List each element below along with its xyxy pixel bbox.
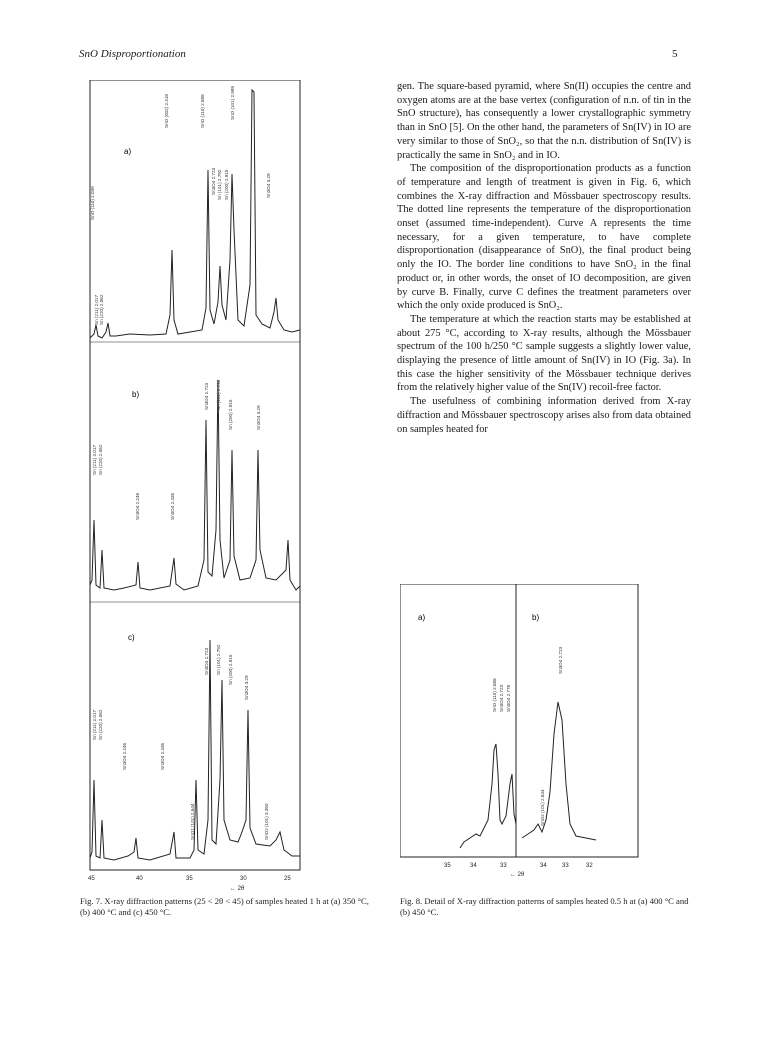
paragraph-1: gen. The square-based pyramid, where Sn(II) occupies the centre and oxygen atoms are at the base vertex (configuration of n.n. of tin in the SnO structure), has consequently a lower crystallographic symmetry than in SnO [5]. On the other hand, the parameters of Sn(IV) in IO are very similar to those of SnO₂, so that the n.n. distribution of Sn(IV) is practically the same in SnO₂ and in IO. [397, 81, 691, 161]
fig7-tick-40: 40 [136, 876, 143, 882]
svg-text:SnO (110) 2.688: SnO (110) 2.688 [492, 678, 497, 712]
fig8-tick-a-34: 34 [470, 863, 477, 869]
svg-text:Sn (211) 2.017: Sn (211) 2.017 [94, 294, 99, 325]
fig8-tick-b-32: 32 [586, 863, 593, 869]
svg-text:Sn3O4 3.29: Sn3O4 3.29 [256, 405, 261, 430]
svg-text:SnO (101) 2.989: SnO (101) 2.989 [230, 86, 235, 120]
svg-text:Sn3O4 2.435: Sn3O4 2.435 [160, 742, 165, 770]
page-number: 5 [672, 48, 678, 60]
fig8-trace-b [522, 702, 596, 840]
svg-text:Sn3O4 2.778: Sn3O4 2.778 [506, 684, 511, 712]
fig8-panel-label-b: b) [532, 613, 540, 622]
fig7-trace-a [90, 90, 300, 338]
paragraph-4: The usefulness of combining information derived from X-ray diffraction and Mössbauer spectroscopy arises also from data obtained on samples heated for [397, 396, 691, 435]
svg-text:Sn (220) 2.062: Sn (220) 2.062 [98, 444, 103, 475]
svg-text:Sn (200) 2.915: Sn (200) 2.915 [228, 654, 233, 685]
fig7-tick-25: 25 [284, 876, 291, 882]
paragraph-3: The temperature at which the reaction starts may be established at about 275 °C, according to X-ray results, although the Mössbauer spectrum of the 100 h/250 °C sample suggests a slightly lower value, displaying the presence of little amount of Sn(IV) in IO (Fig. 3a). In this case the higher sensitivity of the Mössbauer technique derives from the relatively higher value of the Sn(IV) recoil-free factor. [397, 313, 691, 394]
svg-text:SnO (110) 2.039: SnO (110) 2.039 [90, 186, 95, 220]
fig8-tick-a-33: 33 [500, 863, 507, 869]
svg-text:Sn3O4 3.29: Sn3O4 3.29 [244, 675, 249, 700]
svg-text:SnO (110) 2.688: SnO (110) 2.688 [200, 94, 205, 128]
fig7-tick-30: 30 [240, 876, 247, 882]
running-title: SnO Disproportionation [79, 48, 186, 60]
fig7-panel-label-b: b) [132, 390, 140, 399]
figure-8-caption: Fig. 8. Detail of X-ray diffraction patterns of samples heated 0.5 h at (a) 400 °C and (b) 450 °C. [400, 896, 689, 917]
fig7-tick-45: 45 [88, 876, 95, 882]
figure-7 [80, 80, 302, 892]
fig8-tick-a-35: 35 [444, 863, 451, 869]
fig7-trace-b [90, 380, 300, 590]
fig7-axis-label: ← 2θ [230, 886, 245, 892]
svg-text:Sn (101) 2.792: Sn (101) 2.792 [216, 644, 221, 675]
svg-text:Sn3O4 2.246: Sn3O4 2.246 [122, 742, 127, 770]
fig7-tick-35: 35 [186, 876, 193, 882]
svg-text:Sn3O4 2.723: Sn3O4 2.723 [211, 167, 216, 195]
svg-text:SnO2 (101) 2.644: SnO2 (101) 2.644 [190, 803, 195, 840]
svg-text:Sn3O4 2.246: Sn3O4 2.246 [135, 492, 140, 520]
figure-7-caption: Fig. 7. X-ray diffraction patterns (25 < 2θ < 45) of samples heated 1 h at (a) 350 °C, (b) 400 °C and (c) 450 °C. [80, 896, 369, 917]
svg-text:Sn (101) 2.792: Sn (101) 2.792 [216, 379, 221, 410]
fig7-panel-label-c: c) [128, 633, 135, 642]
fig7-panel-label-a: a) [124, 147, 132, 156]
svg-text:Sn (200) 2.915: Sn (200) 2.915 [224, 169, 229, 200]
svg-text:Sn (200) 2.915: Sn (200) 2.915 [228, 399, 233, 430]
svg-text:Sn3O4 3.29: Sn3O4 3.29 [266, 173, 271, 198]
svg-text:Sn3O4 2.723: Sn3O4 2.723 [204, 647, 209, 675]
fig8-axis-label: ← 2θ [510, 872, 525, 876]
svg-text:SnO2 (101) 2.644: SnO2 (101) 2.644 [540, 789, 545, 826]
svg-text:SnO2 (101) 3.350: SnO2 (101) 3.350 [264, 803, 269, 840]
fig8-tick-b-34: 34 [540, 863, 547, 869]
fig8-trace-a [460, 744, 516, 848]
svg-text:Sn (211) 2.017: Sn (211) 2.017 [92, 444, 97, 475]
svg-text:Sn (220) 2.062: Sn (220) 2.062 [99, 294, 104, 325]
svg-text:Sn3O4 2.723: Sn3O4 2.723 [558, 646, 563, 674]
svg-text:SnO (002) 2.418: SnO (002) 2.418 [164, 94, 169, 128]
svg-text:Sn3O4 2.435: Sn3O4 2.435 [170, 492, 175, 520]
paragraph-2: The composition of the disproportionation products as a function of temperature and length of treatment is given in Fig. 6, which combines the X-ray diffraction and Mössbauer spectroscopy results. The dotted line represents the temperature of the disproportionation onset (assumed time-independent). Curve A represents the time necessary, for a given temperature, to have complete disproportionation (disappearance of SnO), the final product being only the IO. The border line conditions to have SnO₂ in the final product or, in other words, the onset of IO decomposition, are given by curve B. Finally, curve C defines the treatment parameters over which the only oxide produced is SnO₂. [397, 163, 691, 312]
svg-text:Sn (211) 2.017: Sn (211) 2.017 [92, 709, 97, 740]
svg-text:Sn3O4 2.723: Sn3O4 2.723 [499, 684, 504, 712]
fig8-panel-label-a: a) [418, 613, 426, 622]
svg-text:Sn (220) 2.062: Sn (220) 2.062 [98, 709, 103, 740]
body-text [397, 80, 691, 436]
fig8-tick-b-33: 33 [562, 863, 569, 869]
figure-8 [400, 584, 700, 876]
svg-text:Sn (101) 2.792: Sn (101) 2.792 [217, 169, 222, 200]
svg-text:Sn3O4 2.723: Sn3O4 2.723 [204, 382, 209, 410]
